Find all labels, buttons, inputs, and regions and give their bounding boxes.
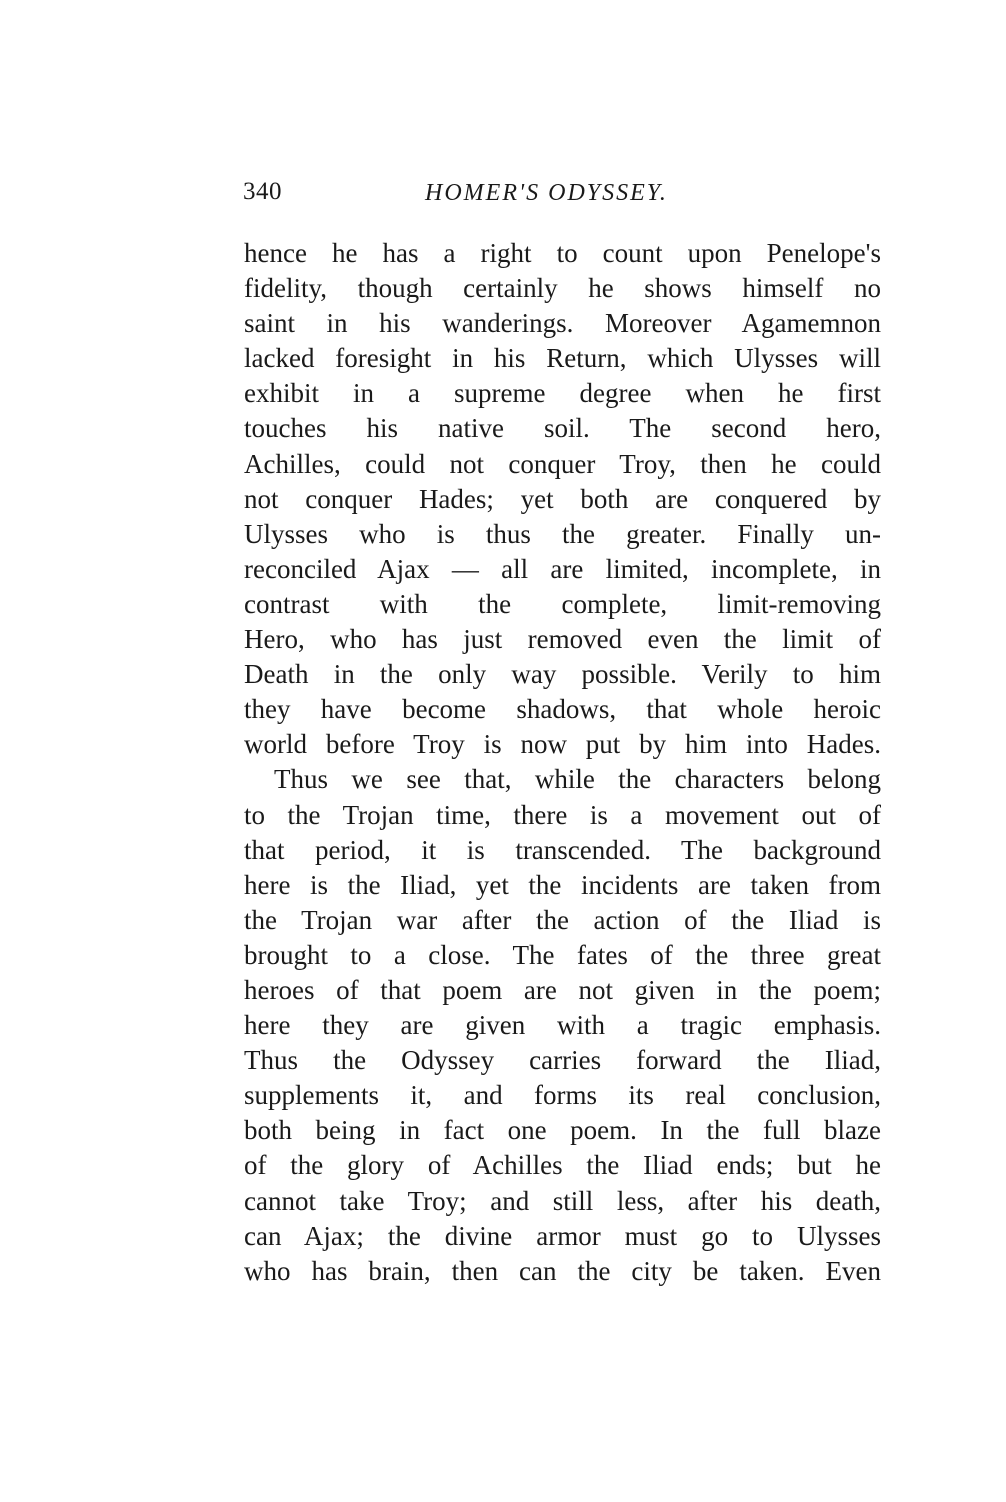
text-line: supplements it, and forms its real conclusion, [244, 1080, 881, 1111]
text-line: Thus the Odyssey carries forward the Iliad, [244, 1045, 881, 1076]
text-line: here they are given with a tragic emphasis. [244, 1010, 881, 1041]
text-line: Ulysses who is thus the greater. Finally un- [244, 518, 881, 549]
body-text [244, 236, 881, 1289]
text-line: to the Trojan time, there is a movement out of [244, 799, 881, 830]
page-number: 340 [243, 178, 282, 205]
text-line: touches his native soil. The second hero, [244, 413, 881, 444]
text-line: saint in his wanderings. Moreover Agamemnon [244, 308, 881, 339]
text-line: Thus we see that, while the characters belong [274, 764, 881, 795]
text-line: who has brain, then can the city be taken. Even [244, 1255, 881, 1286]
text-line: the Trojan war after the action of the Iliad is [244, 904, 881, 935]
text-line: can Ajax; the divine armor must go to Ulysses [244, 1220, 881, 1251]
text-line: both being in fact one poem. In the full blaze [244, 1115, 881, 1146]
text-line: heroes of that poem are not given in the poem; [244, 974, 881, 1005]
text-line: Death in the only way possible. Verily to him [244, 659, 881, 690]
text-line: hence he has a right to count upon Penelope's [244, 238, 881, 268]
text-line: not conquer Hades; yet both are conquered by [244, 483, 881, 514]
text-line: that period, it is transcended. The background [244, 834, 881, 865]
text-line: reconciled Ajax — all are limited, incomplete, in [244, 553, 881, 584]
text-line: Achilles, could not conquer Troy, then he could [244, 448, 881, 479]
text-line: contrast with the complete, limit-removing [244, 588, 881, 619]
running-head [243, 178, 883, 218]
text-line: world before Troy is now put by him into Hades. [244, 729, 881, 760]
text-line: they have become shadows, that whole heroic [244, 694, 881, 725]
text-line: here is the Iliad, yet the incidents are taken from [244, 869, 881, 900]
text-line: brought to a close. The fates of the three great [244, 939, 881, 970]
text-line: fidelity, though certainly he shows himself no [244, 273, 881, 304]
running-title: HOMER'S ODYSSEY. [425, 180, 668, 206]
text-line: Hero, who has just removed even the limit of [244, 624, 881, 655]
text-line: of the glory of Achilles the Iliad ends; but he [244, 1150, 881, 1181]
text-line: cannot take Troy; and still less, after his death, [244, 1185, 881, 1216]
text-line: lacked foresight in his Return, which Ulysses will [244, 343, 881, 374]
text-line: exhibit in a supreme degree when he first [244, 378, 881, 409]
